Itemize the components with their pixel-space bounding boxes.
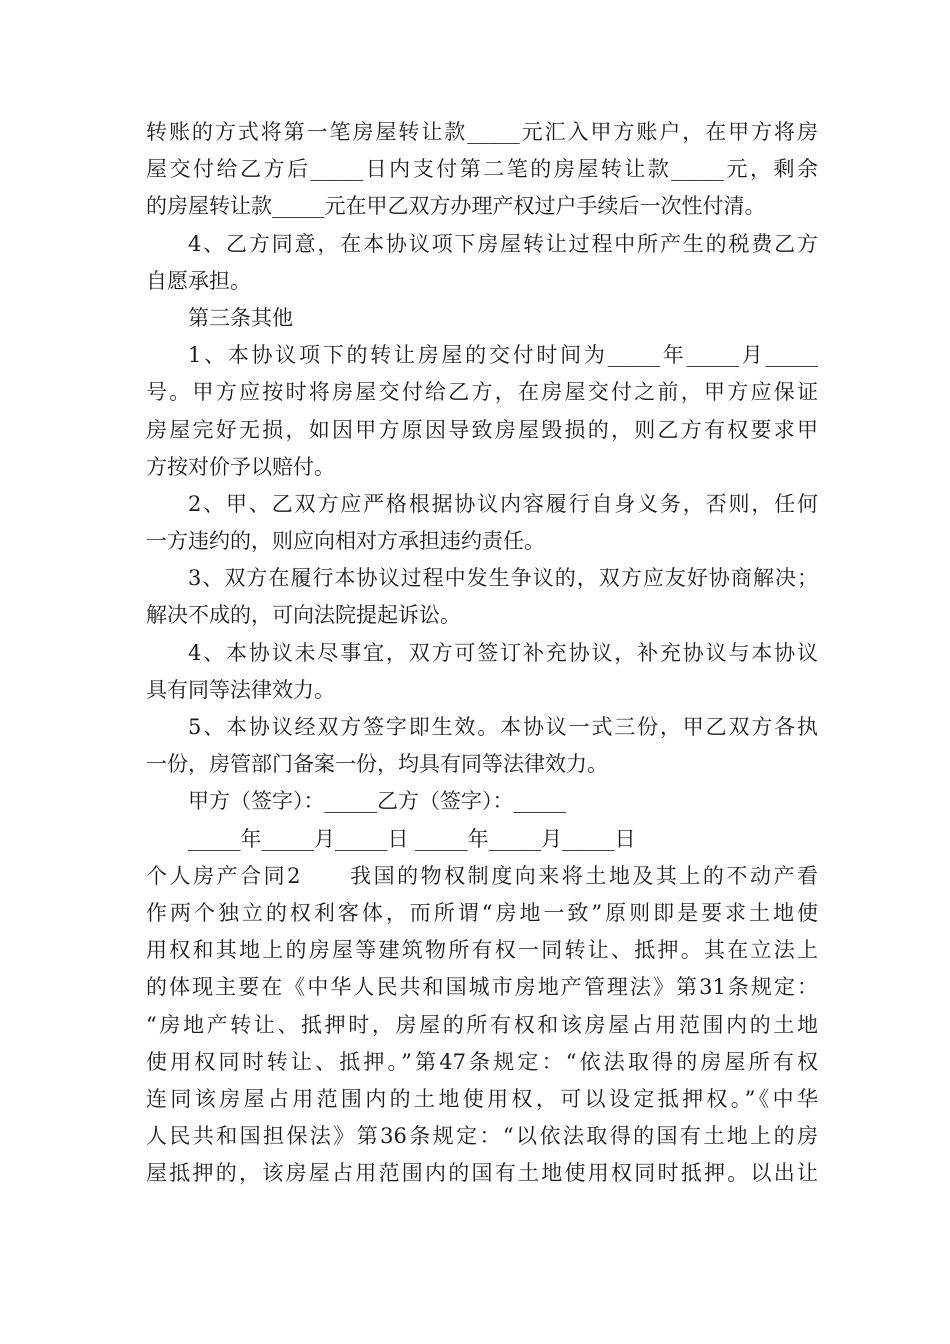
text-line: 号。甲方应按时将房屋交付给乙方，在房屋交付之前，甲方应保证 — [146, 380, 818, 405]
document-page — [146, 114, 818, 1192]
text-line: 转账的方式将第一笔房屋转让款_____元汇入甲方账户，在甲方将房 — [146, 120, 818, 144]
text-line: 人民共和国担保法》第36条规定：“以依法取得的国有土地上的房 — [146, 1124, 818, 1149]
date-line: _____年_____月_____日 _____年_____月_____日 — [188, 826, 636, 851]
text-line: “房地产转让、抵押时，房屋的所有权和该房屋占用范围内的土地 — [146, 1012, 818, 1037]
signature-line: 甲方（签字）：_____乙方（签字）：_____ — [188, 789, 566, 814]
text-line: 屋抵押的，该房屋占用范围内的国有土地使用权同时抵押。以出让 — [146, 1161, 818, 1186]
text-line: 的房屋转让款_____元在甲乙双方办理产权过户手续后一次性付清。 — [146, 194, 766, 219]
text-line: 连同该房屋占用范围内的土地使用权，可以设定抵押权。”《中华 — [146, 1086, 818, 1111]
text-line: 作两个独立的权利客体，而所谓“房地一致”原则即是要求土地使 — [146, 900, 818, 925]
clause-3-1: 1、本协议项下的转让房屋的交付时间为_____年_____月_____ — [188, 343, 818, 368]
text-line: 自愿承担。 — [146, 268, 251, 293]
text-line: 的体现主要在《中华人民共和国城市房地产管理法》第31条规定： — [146, 975, 818, 1000]
clause-3-3: 3、双方在履行本协议过程中发生争议的，双方应友好协商解决； — [188, 566, 818, 591]
clause-3-5: 5、本协议经双方签字即生效。本协议一式三份，甲乙双方各执 — [188, 715, 818, 739]
text-line: 用权和其地上的房屋等建筑物所有权一同转让、抵押。其在立法上 — [146, 938, 818, 963]
text-line: 方按对价予以赔付。 — [146, 454, 335, 479]
section-heading: 第三条其他 — [188, 305, 293, 330]
text-line: 一份，房管部门备案一份，均具有同等法律效力。 — [146, 752, 608, 777]
text-line: 一方违约的，则应向相对方承担违约责任。 — [146, 529, 545, 554]
text-line: 解决不成的，可向法院提起诉讼。 — [146, 603, 461, 628]
text-line: 房屋完好无损，如因甲方原因导致房屋毁损的，则乙方有权要求甲 — [146, 417, 818, 442]
clause-2-4: 4、乙方同意，在本协议项下房屋转让过程中所产生的税费乙方 — [188, 231, 818, 256]
text-line: 具有同等法律效力。 — [146, 677, 335, 702]
text-line: 使用权同时转让、抵押。”第47条规定：“依法取得的房屋所有权 — [146, 1049, 818, 1074]
clause-3-4: 4、本协议未尽事宜，双方可签订补充协议，补充协议与本协议 — [188, 640, 818, 665]
clause-3-2: 2、甲、乙双方应严格根据协议内容履行自身义务，否则，任何 — [188, 491, 818, 516]
text-line: 屋交付给乙方后_____日内支付第二笔的房屋转让款_____元，剩余 — [146, 157, 818, 182]
contract-2-heading-line: 个人房产合同2 我国的物权制度向来将土地及其上的不动产看 — [146, 863, 818, 888]
